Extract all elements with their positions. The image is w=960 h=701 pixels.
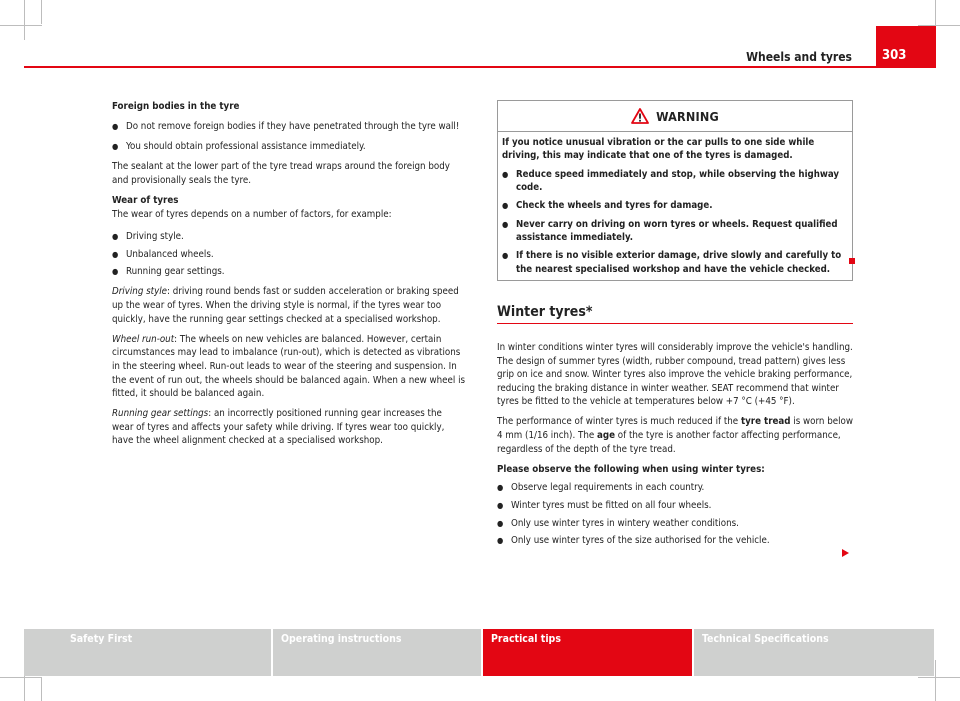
list-item bbox=[112, 140, 466, 154]
list-item bbox=[112, 265, 466, 279]
warning-box bbox=[497, 100, 853, 281]
list-item-text: Do not remove foreign bodies if they have penetrated through the tyre wall! bbox=[126, 121, 460, 133]
bullet: ● bbox=[502, 219, 509, 229]
tab-safety-first[interactable]: Safety First bbox=[24, 629, 271, 676]
crop-mark bbox=[24, 0, 25, 40]
list-item bbox=[112, 120, 466, 134]
paragraph-text: : an incorrectly positioned running gear increases the wear of tyres and affects your safety while driving. If tyres wear too quickly, have the wheel alignment checked at a specialised workshop. bbox=[112, 408, 445, 447]
bullet: ● bbox=[112, 267, 119, 277]
crop-mark bbox=[41, 0, 42, 24]
list-item bbox=[502, 168, 848, 195]
paragraph: The wear of tyres depends on a number of factors, for example: bbox=[112, 208, 392, 220]
term-running-gear: Running gear settings bbox=[112, 408, 209, 420]
list-item bbox=[502, 218, 848, 245]
bullet: ● bbox=[497, 500, 504, 510]
bullet: ● bbox=[502, 201, 509, 211]
crop-mark bbox=[918, 677, 960, 678]
bullet: ● bbox=[502, 169, 509, 179]
bullet: ● bbox=[502, 251, 509, 261]
paragraph-text: is worn below 4 mm (1/16 inch). The bbox=[497, 416, 853, 442]
warning-icon bbox=[631, 108, 649, 124]
list-item-text: Driving style. bbox=[126, 231, 184, 243]
paragraph bbox=[112, 333, 466, 401]
page-title: Wheels and tyres bbox=[746, 50, 852, 64]
tab-practical-tips[interactable]: Practical tips bbox=[483, 629, 692, 676]
paragraph bbox=[112, 407, 466, 448]
paragraph: The sealant at the lower part of the tyre tread wraps around the foreign body and provisionally seals the tyre. bbox=[112, 161, 450, 186]
list-item-text: Unbalanced wheels. bbox=[126, 248, 214, 260]
bullet: ● bbox=[112, 249, 119, 259]
list-item-text: Reduce speed immediately and stop, while observing the highway code. bbox=[516, 168, 839, 194]
list-item-text: Observe legal requirements in each country. bbox=[511, 482, 705, 494]
list-item bbox=[497, 534, 853, 548]
section-title-winter-tyres: Winter tyres* bbox=[497, 304, 593, 320]
term-wheel-run-out: Wheel run-out bbox=[112, 333, 175, 345]
bullet: ● bbox=[497, 483, 504, 493]
tab-technical-specifications[interactable]: Technical Specifications bbox=[694, 629, 934, 676]
term-tyre-tread: tyre tread bbox=[740, 416, 791, 428]
crop-mark bbox=[41, 678, 42, 701]
list-item bbox=[502, 249, 848, 276]
paragraph-text: of the tyre is another factor affecting performance, regardless of the depth of the tyre tread. bbox=[497, 430, 841, 455]
warning-title: WARNING bbox=[656, 108, 719, 124]
tab-operating-instructions[interactable]: Operating instructions bbox=[273, 629, 481, 676]
list-item bbox=[497, 499, 853, 513]
header-rule bbox=[24, 66, 936, 68]
bullet: ● bbox=[112, 232, 119, 242]
list-item-text: Running gear settings. bbox=[126, 266, 225, 278]
list-item-text: If there is no visible exterior damage, drive slowly and carefully to the nearest specialised workshop and have the vehicle checked. bbox=[516, 250, 842, 275]
warning-header bbox=[498, 101, 852, 132]
list-item bbox=[502, 199, 848, 213]
list-item bbox=[112, 248, 466, 262]
list-item-text: Winter tyres must be fitted on all four wheels. bbox=[511, 499, 712, 511]
term-age: age bbox=[596, 430, 616, 442]
bullet: ● bbox=[112, 122, 119, 132]
continue-arrow-icon bbox=[842, 549, 849, 557]
list-item-text: Check the wheels and tyres for damage. bbox=[516, 200, 713, 212]
list-item bbox=[112, 230, 466, 244]
crop-mark bbox=[0, 677, 42, 678]
paragraph bbox=[112, 285, 466, 326]
footer-nav bbox=[24, 629, 936, 676]
list-item-text: Only use winter tyres of the size authorised for the vehicle. bbox=[511, 535, 770, 547]
paragraph-heading: Please observe the following when using winter tyres: bbox=[497, 463, 765, 475]
heading-foreign-bodies: Foreign bodies in the tyre bbox=[112, 101, 240, 112]
bullet: ● bbox=[497, 536, 504, 546]
section-rule bbox=[497, 323, 853, 324]
term-driving-style: Driving style bbox=[112, 286, 168, 298]
paragraph bbox=[497, 415, 853, 456]
paragraph-text: The performance of winter tyres is much reduced if the bbox=[497, 416, 741, 428]
paragraph-text: : driving round bends fast or sudden acceleration or braking speed up the wear of tyres. When the driving style is normal, if the tyres wear too quickly, have the running gear settings checked at a specialised workshop. bbox=[112, 286, 459, 325]
heading-wear-of-tyres: Wear of tyres bbox=[112, 194, 179, 206]
bullet: ● bbox=[497, 518, 504, 528]
warning-body bbox=[498, 132, 852, 280]
bullet: ● bbox=[112, 142, 119, 152]
list-item bbox=[497, 481, 853, 495]
winter-column bbox=[497, 341, 853, 552]
list-item-text: You should obtain professional assistance immediately. bbox=[126, 141, 366, 153]
list-item bbox=[497, 517, 853, 531]
list-item-text: Only use winter tyres in wintery weather conditions. bbox=[511, 517, 739, 529]
crop-mark bbox=[0, 25, 42, 26]
end-of-section-marker bbox=[849, 258, 855, 264]
page-number: 303 bbox=[876, 26, 936, 68]
paragraph: In winter conditions winter tyres will considerably improve the vehicle's handling. The design of summer tyres (width, rubber compound, tread pattern) gives less grip on ice and snow. Winter tyres also improve the vehicle braking performance, reducing the braking distance in winter weather. SEAT recommend that winter tyres be fitted to the vehicle at temperatures below +7 °C (+45 °F). bbox=[497, 342, 853, 408]
paragraph-text: : The wheels on new vehicles are balanced. However, certain circumstances may lead to imbalance (run-out), which is detected as vibrations in the steering wheel. Run-out leads to wear of the steering and suspension. In the event of run out, the wheels should be balanced again. When a new wheel is fitted, it should be balanced again. bbox=[112, 333, 466, 400]
warning-intro: If you notice unusual vibration or the car pulls to one side while driving, this may indicate that one of the tyres is damaged. bbox=[502, 137, 815, 162]
list-item-text: Never carry on driving on worn tyres or wheels. Request qualified assistance immediately. bbox=[516, 218, 838, 244]
left-column bbox=[112, 100, 466, 454]
